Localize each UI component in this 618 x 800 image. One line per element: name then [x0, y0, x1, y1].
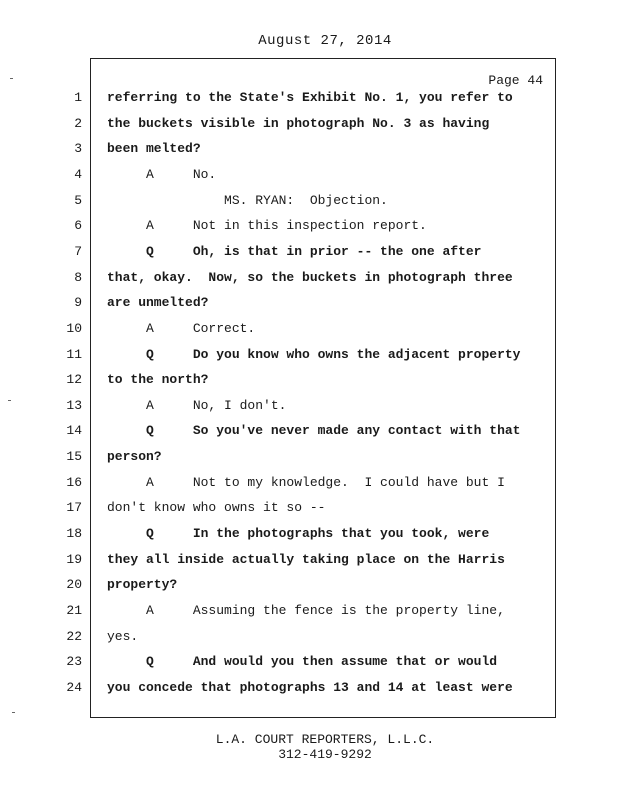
transcript-line: [0, 372, 460, 397]
transcript-line: [0, 295, 460, 320]
line-text: Q And would you then assume that or would: [107, 654, 498, 670]
line-text: Q Do you know who owns the adjacent property: [107, 346, 521, 362]
transcript-line: [0, 474, 505, 500]
transcript-line: [0, 90, 513, 115]
transcript-line: [0, 141, 460, 166]
line-text: to the north?: [107, 372, 209, 388]
line-text: that, okay. Now, so the buckets in photograph three: [107, 269, 513, 285]
line-number: 18: [66, 526, 82, 542]
transcript-line: [0, 321, 460, 346]
transcript-line: [0, 269, 513, 295]
transcript-line: [0, 193, 460, 218]
line-text: person?: [107, 449, 162, 465]
line-number: 11: [66, 346, 82, 362]
line-text: the buckets visible in photograph No. 3 as having: [107, 115, 490, 131]
line-text: Q In the photographs that you took, were: [107, 526, 490, 542]
line-text: Q Oh, is that in prior -- the one after: [107, 243, 482, 259]
transcript-line: [0, 423, 521, 448]
line-number: 20: [66, 577, 82, 593]
transcript-line: [0, 603, 505, 628]
scan-speck: [10, 78, 13, 79]
line-number: 2: [74, 115, 82, 131]
line-text: you concede that photographs 13 and 14 at least were: [107, 679, 513, 695]
transcript-line: [0, 346, 521, 372]
line-number: 13: [66, 397, 82, 413]
line-number: 1: [74, 90, 82, 105]
line-number: 17: [66, 500, 82, 516]
line-text: A Correct.: [107, 320, 256, 336]
scan-speck: [12, 712, 15, 713]
line-number: 15: [66, 449, 82, 465]
line-number: 5: [74, 192, 82, 208]
transcript-line: [0, 577, 460, 602]
line-number: 12: [66, 372, 82, 388]
transcript-line: [0, 500, 460, 525]
line-text: property?: [107, 577, 178, 593]
line-number: 23: [66, 654, 82, 670]
line-text: A No, I don't.: [107, 397, 287, 413]
line-number: 19: [66, 551, 82, 567]
line-number: 8: [74, 269, 82, 285]
transcript-line: [0, 218, 460, 243]
footer-company: L.A. COURT REPORTERS, L.L.C.: [215, 732, 435, 747]
line-text: referring to the State's Exhibit No. 1, you refer to: [107, 90, 513, 105]
header-date: August 27, 2014: [258, 33, 392, 49]
line-text: A Not in this inspection report.: [107, 218, 427, 234]
line-text: MS. RYAN: Objection.: [107, 192, 388, 208]
line-number: 9: [74, 295, 82, 311]
line-text: A No.: [107, 166, 217, 182]
transcript-line: [0, 449, 460, 474]
line-number: 7: [74, 243, 82, 259]
line-number: 14: [66, 423, 82, 439]
line-text: A Assuming the fence is the property line,: [107, 603, 505, 618]
line-number: 21: [66, 603, 82, 618]
transcript-line: [0, 526, 490, 551]
transcript-line: [0, 551, 505, 577]
transcript-line: [0, 243, 482, 269]
transcript-line: [0, 679, 513, 705]
line-number: 10: [66, 320, 82, 336]
transcript-line: [0, 629, 460, 654]
transcript-line: [0, 654, 498, 679]
footer-phone: 312-419-9292: [278, 747, 372, 762]
line-text: A Not to my knowledge. I could have but I: [107, 474, 505, 490]
line-text: Q So you've never made any contact with that: [107, 423, 521, 439]
transcript-line: [0, 398, 460, 423]
page-number-label: Page 44: [488, 73, 543, 88]
transcript-line: [0, 167, 460, 192]
line-number: 24: [66, 679, 82, 695]
line-number: 22: [66, 628, 82, 644]
line-number: 3: [74, 141, 82, 157]
line-text: they all inside actually taking place on the Harris: [107, 551, 505, 567]
line-text: yes.: [107, 628, 139, 644]
line-text: don't know who owns it so --: [107, 500, 326, 516]
line-number: 16: [66, 474, 82, 490]
scan-speck: [8, 400, 11, 401]
line-text: been melted?: [107, 141, 201, 157]
line-number: 4: [74, 166, 82, 182]
line-text: are unmelted?: [107, 295, 209, 311]
line-number: 6: [74, 218, 82, 234]
footer: [0, 732, 618, 762]
transcript-line: [0, 115, 490, 141]
